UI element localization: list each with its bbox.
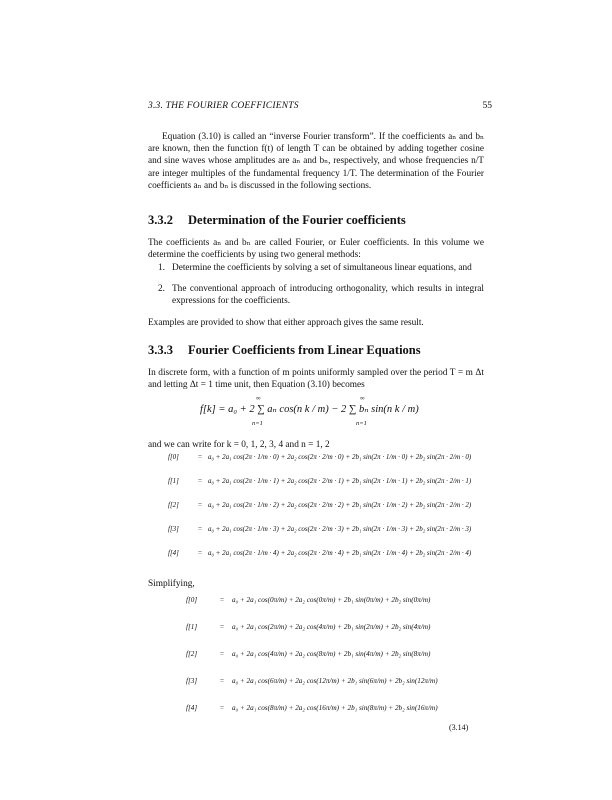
list-item <box>158 283 484 307</box>
discrete-form-paragraph: In discrete form, with a function of m points uniformly sampled over the period T = m Δt and letting Δt = 1 time unit, then Equation (3.10) becomes <box>148 368 484 391</box>
page-number: 55 <box>482 101 492 111</box>
equation-rhs: a₀ + 2a₁ cos(2π · 1/m · 4) + 2a₂ cos(2π · 2/m · 4) + 2b₁ sin(2π · 1/m · 4) + 2b₂ sin(2π · 2/m · 4) <box>208 549 472 557</box>
equation-lhs: f[1] <box>186 623 198 631</box>
examples-paragraph: Examples are provided to show that either approach gives the same result. <box>148 318 424 328</box>
intro-paragraph: Equation (3.10) is called an “inverse Fourier transform”. If the coefficients aₙ and bₙ are known, then the function f(t) of length T can be obtained by adding together cosine and sine waves whose amplitudes are aₙ and bₙ, respectively, and whose frequencies n/T are integer multiples of the fundamental frequency 1/T. The determination of the Fourier coefficients aₙ and bₙ is discussed in the following sections. <box>148 132 484 191</box>
section-number: 3.3.3 <box>148 343 173 357</box>
equals-sign: = <box>198 525 202 533</box>
equals-sign: = <box>219 596 225 604</box>
index-range-paragraph: and we can write for k = 0, 1, 2, 3, 4 and n = 1, 2 <box>148 440 330 450</box>
equation-row <box>186 650 430 658</box>
equation-lhs: f[0] <box>168 453 179 461</box>
equation-rhs: a₀ + 2a₁ cos(2π · 1/m · 1) + 2a₂ cos(2π · 2/m · 1) + 2b₁ sin(2π · 1/m · 1) + 2b₂ sin(2π · 2/m · 1) <box>208 477 472 485</box>
simplifying-paragraph: Simplifying, <box>148 579 195 589</box>
list-item-number: 2. <box>158 284 165 294</box>
equals-sign: = <box>198 477 202 485</box>
equation-row <box>186 596 430 604</box>
list-item-text: Determine the coefficients by solving a set of simultaneous linear equations, and <box>172 263 472 273</box>
discrete-fourier-equation <box>148 393 484 433</box>
equation-row <box>168 549 471 557</box>
list-item-text: The conventional approach of introducing orthogonality, which results in integral expressions for the coefficients. <box>172 284 484 306</box>
equation-rhs: a₀ + 2a₁ cos(2π · 1/m · 3) + 2a₂ cos(2π · 2/m · 3) + 2b₁ sin(2π · 1/m · 3) + 2b₂ sin(2π · 2/m · 3) <box>208 525 472 533</box>
equals-sign: = <box>198 501 202 509</box>
section-number: 3.3.2 <box>148 213 173 227</box>
equation-label: (3.14) <box>449 723 469 732</box>
equals-sign: = <box>219 677 225 685</box>
equation-lhs: f[3] <box>168 525 179 533</box>
equals-sign: = <box>219 623 225 631</box>
equals-sign: = <box>219 650 225 658</box>
equals-sign: = <box>198 453 202 461</box>
equation-rhs: a₀ + 2a₁ cos(0π/m) + 2a₂ cos(0π/m) + 2b₁ sin(0π/m) + 2b₂ sin(0π/m) <box>232 596 431 604</box>
equation-lhs: f[1] <box>168 477 179 485</box>
section-title: Fourier Coefficients from Linear Equations <box>188 343 421 357</box>
sum-lower-limit: n=1 <box>252 420 263 427</box>
equation-row <box>168 501 471 509</box>
section-heading-3-3-2 <box>148 213 406 228</box>
sum-upper-limit: ∞ <box>256 395 261 402</box>
equation-lhs: f[2] <box>186 650 198 658</box>
equation-rhs: a₀ + 2a₁ cos(2π · 1/m · 2) + 2a₂ cos(2π · 2/m · 2) + 2b₁ sin(2π · 1/m · 2) + 2b₂ sin(2π · 2/m · 2) <box>208 501 472 509</box>
equation-row <box>168 525 471 533</box>
equation-lhs: f[4] <box>168 549 179 557</box>
equation-row <box>186 677 438 685</box>
section-heading-3-3-3 <box>148 343 421 358</box>
equation-lhs: f[2] <box>168 501 179 509</box>
equation-row <box>168 453 471 461</box>
equation-row <box>168 477 471 485</box>
equals-sign: = <box>219 704 225 712</box>
equation-lhs: f[4] <box>186 704 198 712</box>
equation-formula: f[k] = a₀ + 2 ∑ aₙ cos(n k / m) − 2 ∑ bₙ sin(n k / m) <box>200 404 419 415</box>
sum-upper-limit: ∞ <box>360 395 365 402</box>
equation-lhs: f[0] <box>186 596 198 604</box>
equation-row <box>186 623 430 631</box>
equation-rhs: a₀ + 2a₁ cos(2π/m) + 2a₂ cos(4π/m) + 2b₁ sin(2π/m) + 2b₂ sin(4π/m) <box>232 623 431 631</box>
list-item-number: 1. <box>158 263 165 273</box>
running-title: 3.3. THE FOURIER COEFFICIENTS <box>148 101 299 111</box>
section-title: Determination of the Fourier coefficients <box>188 213 406 227</box>
equation-row <box>186 704 438 712</box>
coefficients-paragraph: The coefficients aₙ and bₙ are called Fourier, or Euler coefficients. In this volume we determine the coefficients by using two general methods: <box>148 238 484 261</box>
equation-rhs: a₀ + 2a₁ cos(4π/m) + 2a₂ cos(8π/m) + 2b₁ sin(4π/m) + 2b₂ sin(8π/m) <box>232 650 431 658</box>
list-item <box>158 262 484 274</box>
running-header <box>148 101 492 115</box>
equation-rhs: a₀ + 2a₁ cos(8π/m) + 2a₂ cos(16π/m) + 2b₁ sin(8π/m) + 2b₂ sin(16π/m) <box>232 704 438 712</box>
equation-rhs: a₀ + 2a₁ cos(6π/m) + 2a₂ cos(12π/m) + 2b₁ sin(6π/m) + 2b₂ sin(12π/m) <box>232 677 438 685</box>
equation-lhs: f[3] <box>186 677 198 685</box>
equals-sign: = <box>198 549 202 557</box>
equation-rhs: a₀ + 2a₁ cos(2π · 1/m · 0) + 2a₂ cos(2π · 2/m · 0) + 2b₁ sin(2π · 1/m · 0) + 2b₂ sin(2π · 2/m · 0) <box>208 453 472 461</box>
methods-list <box>158 262 484 316</box>
sum-lower-limit: n=1 <box>356 420 367 427</box>
